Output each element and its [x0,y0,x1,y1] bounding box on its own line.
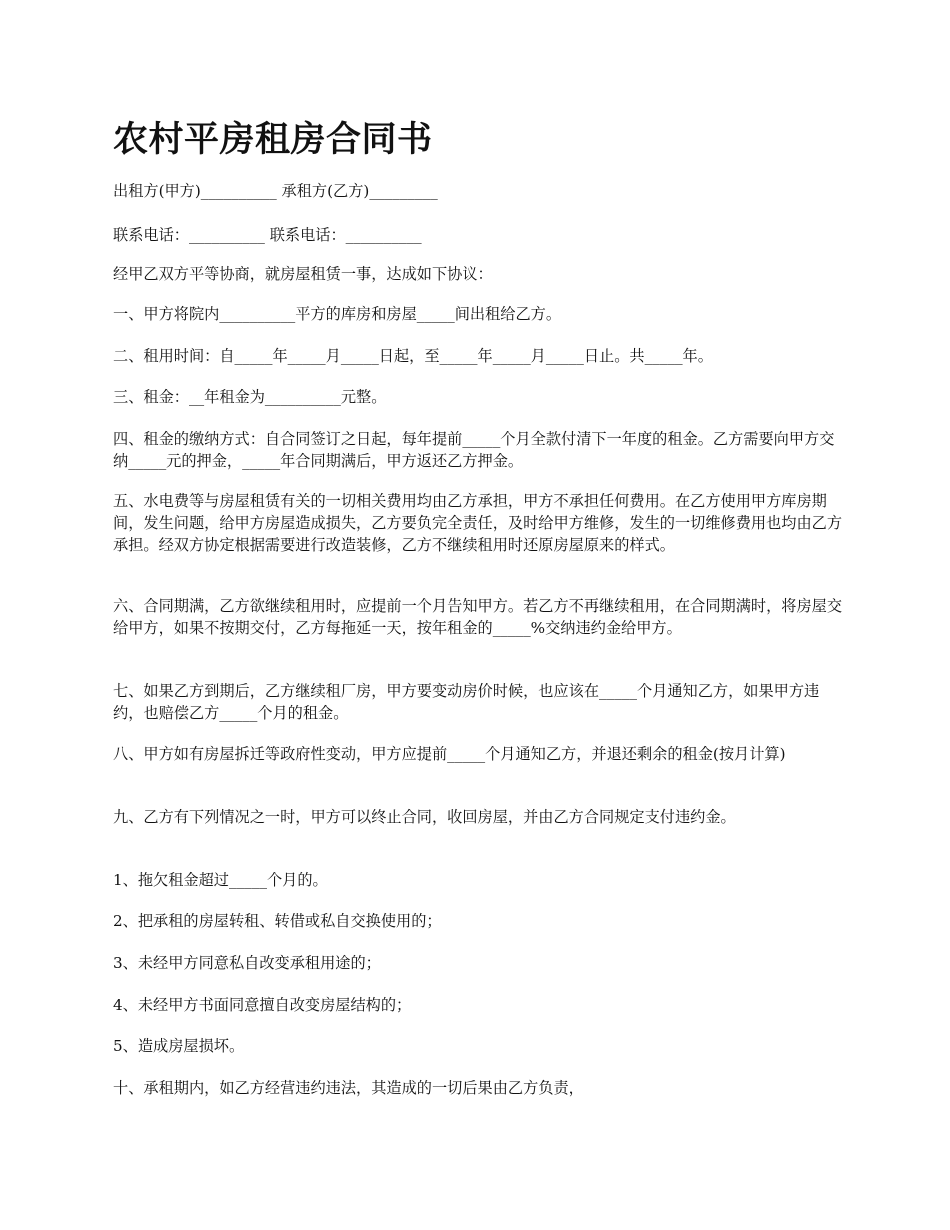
paragraph-clause-8: 八、甲方如有房屋拆迁等政府性变动，甲方应提前_____个月通知乙方，并退还剩余的租金(按月计算) [113,745,786,763]
paragraph-clause-4: 四、租金的缴纳方式：自合同签订之日起，每年提前_____个月全款付清下一年度的租金。乙方需要向甲方交纳_____元的押金，_____年合同期满后，甲方返还乙方押金。 [113,430,835,470]
paragraph-clause-9: 九、乙方有下列情况之一时，甲方可以终止合同，收回房屋，并由乙方合同规定支付违约金。 [113,808,736,826]
document-title: 农村平房租房合同书 [113,119,433,160]
paragraph-clause-7: 七、如果乙方到期后，乙方继续租厂房，甲方要变动房价时候，也应该在_____个月通知乙方，如果甲方违约，也赔偿乙方_____个月的租金。 [113,682,820,722]
paragraph-clause-1: 一、甲方将院内__________平方的库房和房屋_____间出租给乙方。 [113,305,562,323]
paragraph-sub-item-5: 5、造成房屋损坏。 [113,1037,245,1055]
paragraph-clause-6: 六、合同期满，乙方欲继续租用时，应提前一个月告知甲方。若乙方不再继续租用，在合同期满时，将房屋交给甲方，如果不按期交付，乙方每拖延一天，按年租金的_____%交纳违约金给甲方。 [113,597,842,637]
paragraph-clause-3: 三、租金：__年租金为__________元整。 [113,388,387,406]
paragraph-clause-2: 二、租用时间：自_____年_____月_____日起，至_____年_____月_____日止。共_____年。 [113,347,713,365]
paragraph-parties: 出租方(甲方)__________ 承租方(乙方)_________ [113,182,438,200]
paragraph-preamble: 经甲乙双方平等协商，就房屋租赁一事，达成如下协议： [113,265,493,283]
paragraph-sub-item-4: 4、未经甲方书面同意擅自改变房屋结构的； [113,996,412,1014]
paragraph-contact-phones: 联系电话：__________ 联系电话：__________ [113,226,422,244]
paragraph-sub-item-1: 1、拖欠租金超过_____个月的。 [113,871,328,889]
paragraph-clause-10: 十、承租期内，如乙方经营违约违法，其造成的一切后果由乙方负责， [113,1079,584,1097]
paragraph-clause-5: 五、水电费等与房屋租赁有关的一切相关费用均由乙方承担，甲方不承担任何费用。在乙方使用甲方库房期间，发生问题，给甲方房屋造成损失，乙方要负完全责任，及时给甲方维修，发生的一切维修费用也均由乙方承担。经双方协定根据需要进行改造装修，乙方不继续租用时还原房屋原来的样式。 [113,492,842,554]
paragraph-sub-item-2: 2、把承租的房屋转租、转借或私自交换使用的； [113,912,442,930]
paragraph-sub-item-3: 3、未经甲方同意私自改变承租用途的； [113,954,381,972]
